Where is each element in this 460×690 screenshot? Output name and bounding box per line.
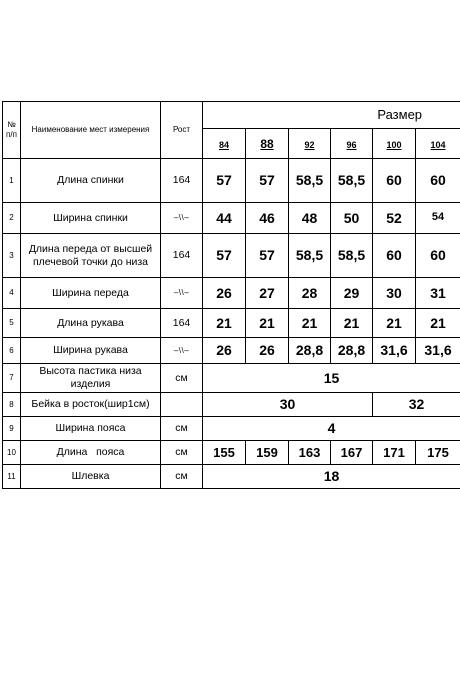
row-value: 31,6: [416, 338, 460, 364]
row-value: 58,5: [331, 234, 373, 278]
table-row: [3, 338, 460, 364]
row-num: 7: [3, 364, 21, 393]
row-name: Ширина переда: [21, 278, 161, 309]
header-size-group: Размер: [203, 102, 460, 129]
header-height: Рост: [161, 102, 203, 159]
row-height: см: [161, 417, 203, 441]
row-value: 28,8: [331, 338, 373, 364]
row-num: 4: [3, 278, 21, 309]
row-num: 3: [3, 234, 21, 278]
row-merged-value: 15: [203, 364, 460, 393]
row-name: Ширина спинки: [21, 203, 161, 234]
row-merged-value-left: 30: [203, 393, 373, 417]
row-value: 54: [416, 203, 460, 234]
table-row: [3, 203, 460, 234]
size-84: 84: [203, 129, 246, 159]
row-value: 26: [203, 278, 246, 309]
row-name: Длина пояса: [21, 441, 161, 465]
row-value: 21: [373, 309, 416, 338]
header-name: Наименование мест измерения: [21, 102, 161, 159]
table-row: [3, 441, 460, 465]
row-value: 31,6: [373, 338, 416, 364]
row-merged-value-right: 32: [373, 393, 460, 417]
row-value: 21: [246, 309, 289, 338]
row-num: 11: [3, 465, 21, 489]
row-value: 44: [203, 203, 246, 234]
row-value: 50: [331, 203, 373, 234]
row-value: 60: [416, 234, 460, 278]
row-value: 26: [246, 338, 289, 364]
row-num: 10: [3, 441, 21, 465]
row-value: 58,5: [331, 159, 373, 203]
row-value: 21: [331, 309, 373, 338]
row-value: 30: [373, 278, 416, 309]
row-value: 60: [373, 234, 416, 278]
size-92: 92: [289, 129, 331, 159]
row-height: 164: [161, 234, 203, 278]
row-height: 164: [161, 309, 203, 338]
row-name: Длина рукава: [21, 309, 161, 338]
row-value: 31: [416, 278, 460, 309]
row-value: 159: [246, 441, 289, 465]
table-row: [3, 159, 460, 203]
table-row: [3, 278, 460, 309]
row-name: Бейка в росток(шир1см): [21, 393, 161, 417]
row-num: 5: [3, 309, 21, 338]
row-value: 26: [203, 338, 246, 364]
table-row: [3, 234, 460, 278]
row-value: 29: [331, 278, 373, 309]
row-value: 60: [416, 159, 460, 203]
row-value: 48: [289, 203, 331, 234]
table-row: [3, 465, 460, 489]
row-name: Ширина рукава: [21, 338, 161, 364]
row-value: 28,8: [289, 338, 331, 364]
size-88: 88: [246, 129, 289, 159]
table-row: [3, 309, 460, 338]
size-96: 96: [331, 129, 373, 159]
table-row: [3, 364, 460, 393]
row-name: Длина переда от высшей плечевой точки до низа: [21, 234, 161, 278]
row-height: см: [161, 465, 203, 489]
table-row: [3, 417, 460, 441]
row-num: 6: [3, 338, 21, 364]
size-104: 104: [416, 129, 460, 159]
row-height: [161, 393, 203, 417]
row-name: Высота пастика низа изделия: [21, 364, 161, 393]
row-value: 57: [246, 234, 289, 278]
row-value: 155: [203, 441, 246, 465]
row-value: 46: [246, 203, 289, 234]
row-num: 9: [3, 417, 21, 441]
row-value: 21: [203, 309, 246, 338]
row-name: Ширина пояса: [21, 417, 161, 441]
row-num: 2: [3, 203, 21, 234]
row-value: 27: [246, 278, 289, 309]
row-value: 60: [373, 159, 416, 203]
row-value: 171: [373, 441, 416, 465]
row-value: 21: [416, 309, 460, 338]
row-value: 167: [331, 441, 373, 465]
row-value: 28: [289, 278, 331, 309]
row-value: 57: [203, 234, 246, 278]
size-100: 100: [373, 129, 416, 159]
row-value: 58,5: [289, 159, 331, 203]
row-value: 163: [289, 441, 331, 465]
row-height: –\\–: [161, 278, 203, 309]
row-value: 57: [246, 159, 289, 203]
row-name: Шлевка: [21, 465, 161, 489]
row-height: см: [161, 441, 203, 465]
header-num: № п/п: [3, 102, 21, 159]
row-value: 57: [203, 159, 246, 203]
row-name: Длина спинки: [21, 159, 161, 203]
row-value: 58,5: [289, 234, 331, 278]
row-height: –\\–: [161, 203, 203, 234]
row-value: 21: [289, 309, 331, 338]
row-height: 164: [161, 159, 203, 203]
row-height: –\\–: [161, 338, 203, 364]
size-chart-table: [2, 101, 460, 489]
row-num: 1: [3, 159, 21, 203]
row-value: 175: [416, 441, 460, 465]
row-merged-value: 18: [203, 465, 460, 489]
row-merged-value: 4: [203, 417, 460, 441]
row-num: 8: [3, 393, 21, 417]
table-row: [3, 393, 460, 417]
row-value: 52: [373, 203, 416, 234]
row-height: см: [161, 364, 203, 393]
